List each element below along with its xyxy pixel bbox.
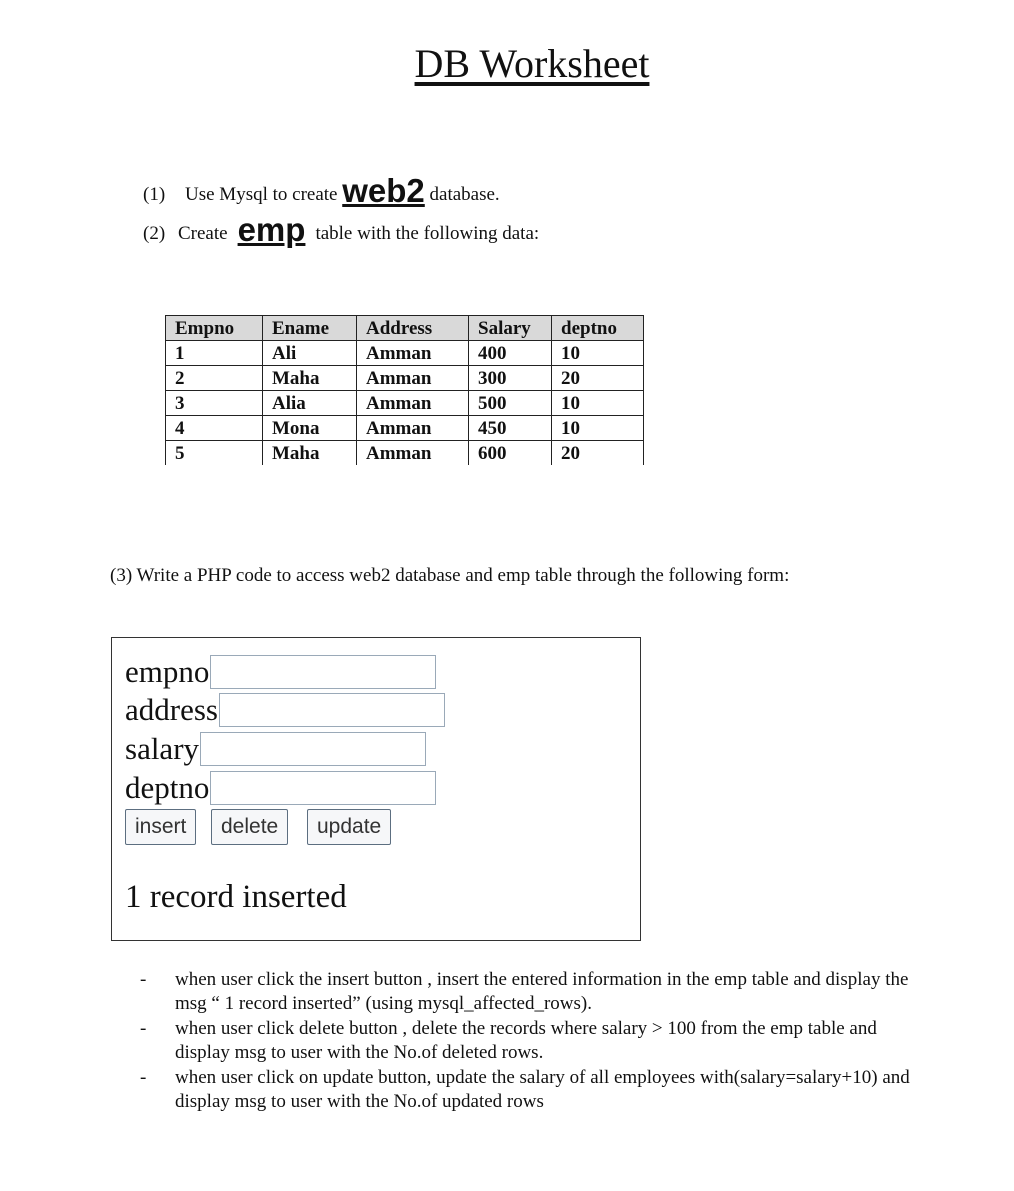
cell-deptno: 10 xyxy=(552,416,644,441)
emp-data-table xyxy=(165,315,644,465)
cell-deptno: 10 xyxy=(552,391,644,416)
cell-address: Amman xyxy=(357,441,469,466)
cell-deptno: 10 xyxy=(552,341,644,366)
table-row xyxy=(166,441,644,466)
table-row xyxy=(166,366,644,391)
address-row xyxy=(125,692,445,728)
cell-salary: 450 xyxy=(469,416,552,441)
step-2-suffix: table with the following data: xyxy=(315,223,540,244)
cell-address: Amman xyxy=(357,391,469,416)
salary-row xyxy=(125,731,426,767)
step-1-number: (1) xyxy=(143,184,166,205)
list-dash: - xyxy=(140,1018,147,1039)
cell-ename: Maha xyxy=(263,441,357,466)
cell-deptno: 20 xyxy=(552,366,644,391)
deptno-label: deptno xyxy=(125,770,210,805)
step-3-instruction: (3) Write a PHP code to access web2 database and emp table through the following form: xyxy=(110,565,790,586)
header-salary: Salary xyxy=(469,316,552,341)
cell-ename: Maha xyxy=(263,366,357,391)
cell-empno: 4 xyxy=(166,416,263,441)
step-2-table-name: emp xyxy=(237,211,306,248)
list-dash: - xyxy=(140,969,147,990)
cell-ename: Mona xyxy=(263,416,357,441)
delete-button[interactable]: delete xyxy=(211,809,288,845)
deptno-row xyxy=(125,770,436,806)
note-delete: when user click delete button , delete the records where salary > 100 from the emp table and display msg to user with the No.of deleted rows. xyxy=(175,1018,877,1063)
empno-label: empno xyxy=(125,654,210,689)
header-deptno: deptno xyxy=(552,316,644,341)
insert-button[interactable]: insert xyxy=(125,809,196,845)
step-2 xyxy=(143,211,539,249)
step-1-suffix: database. xyxy=(429,184,500,205)
cell-empno: 5 xyxy=(166,441,263,466)
step-1-text: Use Mysql to create xyxy=(185,184,338,205)
table-row xyxy=(166,416,644,441)
cell-salary: 400 xyxy=(469,341,552,366)
list-item xyxy=(140,1066,910,1114)
cell-ename: Ali xyxy=(263,341,357,366)
cell-address: Amman xyxy=(357,341,469,366)
list-item xyxy=(140,968,910,1016)
page-title: DB Worksheet xyxy=(414,41,650,86)
header-ename: Ename xyxy=(263,316,357,341)
cell-salary: 300 xyxy=(469,366,552,391)
update-button[interactable]: update xyxy=(307,809,391,845)
header-address: Address xyxy=(357,316,469,341)
empno-row xyxy=(125,654,436,690)
result-message: 1 record inserted xyxy=(125,879,347,915)
list-item xyxy=(140,1017,910,1065)
requirements-list xyxy=(140,968,910,1115)
emp-form xyxy=(111,637,641,941)
header-empno: Empno xyxy=(166,316,263,341)
cell-deptno: 20 xyxy=(552,441,644,466)
step-1-database-name: web2 xyxy=(342,172,425,209)
cell-empno: 1 xyxy=(166,341,263,366)
cell-address: Amman xyxy=(357,366,469,391)
cell-salary: 600 xyxy=(469,441,552,466)
cell-empno: 2 xyxy=(166,366,263,391)
address-input[interactable] xyxy=(219,693,445,727)
note-update: when user click on update button, update the salary of all employees with(salary=salary+10) and display msg to user with the No.of updated rows xyxy=(175,1067,910,1112)
salary-input[interactable] xyxy=(200,732,426,766)
cell-ename: Alia xyxy=(263,391,357,416)
cell-salary: 500 xyxy=(469,391,552,416)
address-label: address xyxy=(125,692,218,727)
empno-input[interactable] xyxy=(210,655,436,689)
step-1 xyxy=(143,172,500,210)
table-header-row xyxy=(166,316,644,341)
table-row xyxy=(166,341,644,366)
table-row xyxy=(166,391,644,416)
note-insert: when user click the insert button , insert the entered information in the emp table and display the msg “ 1 record inserted” (using mysql_affected_rows). xyxy=(175,969,909,1014)
cell-address: Amman xyxy=(357,416,469,441)
salary-label: salary xyxy=(125,731,200,766)
deptno-input[interactable] xyxy=(210,771,436,805)
step-2-text: Create xyxy=(178,223,228,244)
list-dash: - xyxy=(140,1067,147,1088)
cell-empno: 3 xyxy=(166,391,263,416)
step-2-number: (2) xyxy=(143,223,166,244)
